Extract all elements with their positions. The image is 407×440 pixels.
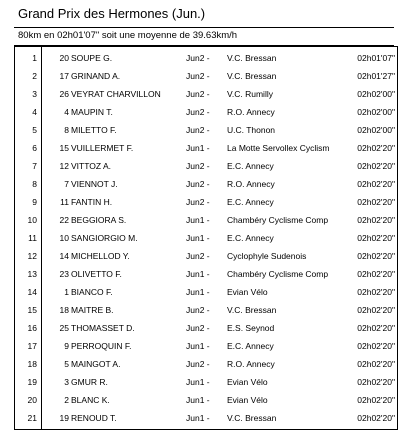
table-row [15,121,397,139]
result-rider-name: BIANCO F. [71,287,113,297]
result-time: 02h02'20" [357,359,395,369]
result-rider-name: MAUPIN T. [71,107,113,117]
result-bib-number: 4 [64,107,69,117]
result-rank: 3 [32,89,37,99]
result-category: Jun1 - [186,287,210,297]
result-rank: 11 [28,233,37,243]
table-row [15,139,397,157]
result-club: R.O. Annecy [227,179,275,189]
result-club: Chambéry Cyclisme Comp [227,269,329,279]
result-rank: 15 [27,305,37,315]
result-category: Jun1 - [186,233,210,243]
result-rank: 12 [27,251,37,261]
result-category: Jun2 - [186,305,210,315]
result-club: V.C. Bressan [227,305,277,315]
result-time: 02h02'20" [357,305,395,315]
result-rider-name: VITTOZ A. [71,161,111,171]
result-rank: 17 [27,341,37,351]
title-divider [14,27,394,28]
table-row [15,409,397,427]
result-rank: 16 [27,323,37,333]
result-time: 02h02'00" [357,89,395,99]
result-rank: 19 [27,377,37,387]
result-club: E.C. Annecy [227,233,274,243]
result-club: Evian Vélo [227,377,268,387]
table-row [15,247,397,265]
result-rank: 14 [27,287,37,297]
table-row [15,49,397,67]
result-rank: 13 [27,269,37,279]
result-rank: 7 [32,161,37,171]
result-club: U.C. Thonon [227,125,276,135]
result-rider-name: BLANC K. [71,395,110,405]
result-club: E.C. Annecy [227,197,274,207]
result-club: V.C. Bressan [227,71,277,81]
result-bib-number: 11 [60,197,69,207]
result-club: V.C. Bressan [227,53,277,63]
result-category: Jun1 - [186,413,210,423]
result-bib-number: 7 [64,179,69,189]
result-category: Jun2 - [186,125,210,135]
table-row [15,337,397,355]
result-rider-name: SANGIORGIO M. [71,233,138,243]
result-time: 02h02'20" [357,215,395,225]
result-time: 02h02'20" [357,341,395,351]
result-rank: 1 [32,53,37,63]
table-row [15,175,397,193]
result-bib-number: 23 [59,269,69,279]
result-bib-number: 12 [59,161,69,171]
result-bib-number: 3 [64,377,69,387]
result-rank: 9 [32,197,37,207]
result-rank: 4 [32,107,37,117]
result-bib-number: 1 [64,287,69,297]
result-club: La Motte Servollex Cyclism [227,143,330,153]
result-category: Jun1 - [186,215,210,225]
table-row [15,85,397,103]
table-row [15,103,397,121]
result-rider-name: VIENNOT J. [71,179,118,189]
table-row [15,373,397,391]
result-time: 02h02'00" [357,125,395,135]
result-rank: 18 [27,359,37,369]
result-time: 02h01'07" [357,53,395,63]
result-club: R.O. Annecy [227,359,275,369]
result-club: E.C. Annecy [227,161,274,171]
result-rider-name: VUILLERMET F. [71,143,134,153]
result-club: R.O. Annecy [227,107,275,117]
result-rank: 8 [32,179,37,189]
result-category: Jun2 - [186,179,210,189]
result-bib-number: 10 [59,233,69,243]
result-bib-number: 26 [59,89,69,99]
result-category: Jun2 - [186,107,210,117]
result-time: 02h02'20" [357,269,395,279]
result-rank: 21 [27,413,37,423]
result-club: V.C. Rumilly [227,89,273,99]
table-row [15,157,397,175]
result-rider-name: MAITRE B. [71,305,114,315]
result-rider-name: GMUR R. [71,377,108,387]
table-row [15,283,397,301]
result-rider-name: PERROQUIN F. [71,341,132,351]
table-row [15,67,397,85]
result-time: 02h02'20" [357,287,395,297]
result-club: Evian Vélo [227,287,268,297]
result-club: Chambéry Cyclisme Comp [227,215,329,225]
result-rider-name: THOMASSET D. [71,323,135,333]
result-category: Jun2 - [186,161,210,171]
result-rank: 5 [32,125,37,135]
table-row [15,193,397,211]
result-bib-number: 8 [64,125,69,135]
result-time: 02h02'20" [357,395,395,405]
result-category: Jun2 - [186,53,210,63]
result-time: 02h02'20" [357,323,395,333]
result-bib-number: 9 [64,341,69,351]
result-category: Jun1 - [186,341,210,351]
result-time: 02h02'20" [357,377,395,387]
table-row [15,301,397,319]
results-table [14,46,398,430]
result-time: 02h02'20" [357,161,395,171]
page-title: Grand Prix des Hermones (Jun.) [18,6,206,21]
result-category: Jun2 - [186,251,210,261]
result-rider-name: OLIVETTO F. [71,269,122,279]
result-time: 02h02'20" [357,197,395,207]
result-bib-number: 15 [59,143,69,153]
result-rank: 10 [27,215,37,225]
table-row [15,211,397,229]
result-category: Jun1 - [186,269,210,279]
result-rank: 2 [32,71,37,81]
result-time: 02h02'20" [357,179,395,189]
result-bib-number: 5 [64,359,69,369]
result-time: 02h02'20" [357,143,395,153]
result-club: E.C. Annecy [227,341,274,351]
result-rider-name: FANTIN H. [71,197,113,207]
result-category: Jun1 - [186,377,210,387]
result-bib-number: 2 [64,395,69,405]
result-time: 02h02'20" [357,251,395,261]
result-club: Cyclophyle Sudenois [227,251,307,261]
result-category: Jun2 - [186,359,210,369]
table-row [15,319,397,337]
result-rider-name: RENOUD T. [71,413,117,423]
result-rider-name: MICHELLOD Y. [71,251,130,261]
result-bib-number: 22 [59,215,69,225]
result-bib-number: 14 [59,251,69,261]
result-category: Jun1 - [186,395,210,405]
result-rider-name: MAINGOT A. [71,359,121,369]
result-rider-name: MILETTO F. [71,125,117,135]
result-bib-number: 17 [59,71,69,81]
result-category: Jun2 - [186,197,210,207]
table-row [15,229,397,247]
result-rider-name: BEGGIORA S. [71,215,127,225]
result-bib-number: 18 [59,305,69,315]
result-time: 02h02'20" [357,413,395,423]
result-time: 02h01'27" [357,71,395,81]
result-category: Jun2 - [186,323,210,333]
result-category: Jun1 - [186,143,210,153]
result-club: E.S. Seynod [227,323,275,333]
table-row [15,391,397,409]
table-row [15,355,397,373]
result-bib-number: 20 [59,53,69,63]
result-rank: 6 [32,143,37,153]
result-time: 02h02'00" [357,107,395,117]
result-bib-number: 25 [59,323,69,333]
table-row [15,265,397,283]
race-summary: 80km en 02h01'07" soit une moyenne de 39.63km/h [18,30,238,41]
result-time: 02h02'20" [357,233,395,243]
result-rank: 20 [27,395,37,405]
result-club: Evian Vélo [227,395,268,405]
result-category: Jun2 - [186,89,210,99]
result-category: Jun2 - [186,71,210,81]
result-rider-name: VEYRAT CHARVILLON [71,89,161,99]
result-club: V.C. Bressan [227,413,277,423]
result-rider-name: SOUPE G. [71,53,113,63]
result-rider-name: GRINAND A. [71,71,121,81]
result-bib-number: 19 [59,413,69,423]
